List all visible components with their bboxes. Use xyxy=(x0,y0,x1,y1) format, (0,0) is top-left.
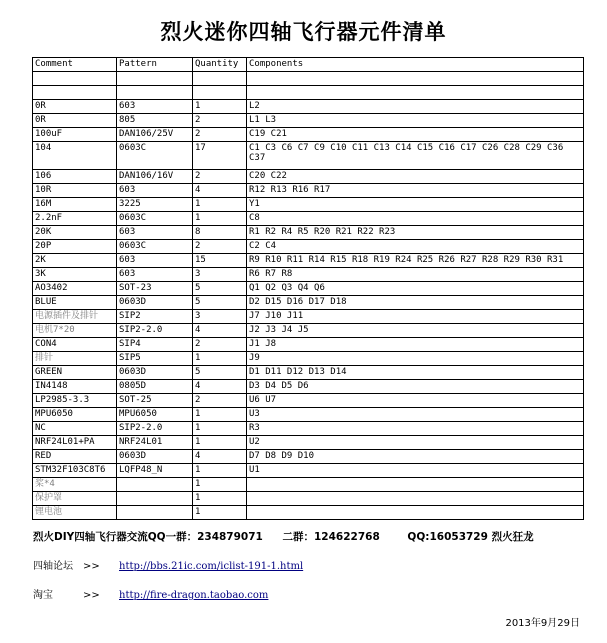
cell-quantity: 4 xyxy=(193,324,247,338)
cell-comment: 16M xyxy=(33,198,117,212)
cell-components: R12 R13 R16 R17 xyxy=(247,184,584,198)
table-row xyxy=(33,324,584,338)
cell-quantity: 2 xyxy=(193,170,247,184)
cell-comment: 104 xyxy=(33,142,117,170)
cell-quantity: 8 xyxy=(193,226,247,240)
cell-components: J9 xyxy=(247,352,584,366)
table-row xyxy=(33,240,584,254)
table-row xyxy=(33,366,584,380)
forum-link[interactable]: http://bbs.21ic.com/iclist-191-1.html xyxy=(119,561,304,572)
table-row xyxy=(33,380,584,394)
cell-comment: MPU6050 xyxy=(33,408,117,422)
header-pattern: Pattern xyxy=(117,58,193,72)
cell-comment: 2K xyxy=(33,254,117,268)
header-quantity: Quantity xyxy=(193,58,247,72)
table-row xyxy=(33,142,584,170)
cell-comment: 0R xyxy=(33,114,117,128)
cell-components: C20 C22 xyxy=(247,170,584,184)
cell-comment: 100uF xyxy=(33,128,117,142)
cell-components: J7 J10 J11 xyxy=(247,310,584,324)
cell-components: J2 J3 J4 J5 xyxy=(247,324,584,338)
cell-components: D1 D11 D12 D13 D14 xyxy=(247,366,584,380)
taobao-link-row xyxy=(33,586,268,601)
table-row xyxy=(33,352,584,366)
cell-quantity: 3 xyxy=(193,268,247,282)
cell-comment: LP2985-3.3 xyxy=(33,394,117,408)
qq-group-1: 烈火DIY四轴飞行器交流QQ一群：234879071 xyxy=(33,531,263,543)
cell-components: U2 xyxy=(247,436,584,450)
cell-quantity: 1 xyxy=(193,408,247,422)
table-row xyxy=(33,170,584,184)
cell-comment: 电机7*20 xyxy=(33,324,117,338)
cell-components: C2 C4 xyxy=(247,240,584,254)
cell-components: L1 L3 xyxy=(247,114,584,128)
cell-components xyxy=(247,492,584,506)
forum-label: 四轴论坛 xyxy=(33,561,73,572)
taobao-link[interactable]: http://fire-dragon.taobao.com xyxy=(119,590,269,601)
cell-pattern xyxy=(117,478,193,492)
cell-pattern: 0805D xyxy=(117,380,193,394)
cell-quantity: 2 xyxy=(193,128,247,142)
cell-quantity: 5 xyxy=(193,366,247,380)
cell-comment: 保护罩 xyxy=(33,492,117,506)
table-row xyxy=(33,226,584,240)
table-row xyxy=(33,198,584,212)
cell-pattern xyxy=(117,492,193,506)
cell-quantity: 1 xyxy=(193,422,247,436)
bom-table-body xyxy=(33,58,584,520)
cell-pattern: 603 xyxy=(117,254,193,268)
cell-comment: 2.2nF xyxy=(33,212,117,226)
cell-pattern: NRF24L01 xyxy=(117,436,193,450)
cell-comment: BLUE xyxy=(33,296,117,310)
table-row xyxy=(33,408,584,422)
document-title: 烈火迷你四轴飞行器元件清单 xyxy=(160,19,447,44)
cell-quantity: 2 xyxy=(193,240,247,254)
table-row xyxy=(33,338,584,352)
header-comment: Comment xyxy=(33,58,117,72)
cell-pattern: SIP2-2.0 xyxy=(117,324,193,338)
cell-components: D3 D4 D5 D6 xyxy=(247,380,584,394)
cell-comment: IN4148 xyxy=(33,380,117,394)
table-row xyxy=(33,254,584,268)
table-row xyxy=(33,506,584,520)
cell-pattern: 0603C xyxy=(117,212,193,226)
cell-quantity: 2 xyxy=(193,114,247,128)
cell-comment: AO3402 xyxy=(33,282,117,296)
cell-components: L2 xyxy=(247,100,584,114)
bom-table xyxy=(32,57,584,520)
table-header-row xyxy=(33,58,584,72)
cell-components: J1 J8 xyxy=(247,338,584,352)
table-row xyxy=(33,100,584,114)
cell-pattern: 3225 xyxy=(117,198,193,212)
cell-pattern: 603 xyxy=(117,100,193,114)
table-row xyxy=(33,492,584,506)
cell-quantity: 1 xyxy=(193,464,247,478)
cell-comment: GREEN xyxy=(33,366,117,380)
cell-components: R9 R10 R11 R14 R15 R18 R19 R24 R25 R26 R27 R28 R29 R30 R31 xyxy=(247,254,584,268)
cell-quantity: 4 xyxy=(193,380,247,394)
cell-quantity: 1 xyxy=(193,478,247,492)
cell-pattern: 805 xyxy=(117,114,193,128)
cell-comment: RED xyxy=(33,450,117,464)
table-row xyxy=(33,212,584,226)
header-components: Components xyxy=(247,58,584,72)
table-row xyxy=(33,310,584,324)
cell-pattern: 0603C xyxy=(117,240,193,254)
cell-pattern: DAN106/16V xyxy=(117,170,193,184)
taobao-arrow: >> xyxy=(83,590,100,601)
table-row xyxy=(33,464,584,478)
table-row xyxy=(33,422,584,436)
cell-pattern: 603 xyxy=(117,268,193,282)
table-row xyxy=(33,184,584,198)
cell-pattern: 603 xyxy=(117,226,193,240)
qq-group-2: 二群：124622768 xyxy=(282,531,380,543)
cell-quantity: 3 xyxy=(193,310,247,324)
cell-components: U6 U7 xyxy=(247,394,584,408)
cell-pattern xyxy=(117,506,193,520)
cell-comment: 20K xyxy=(33,226,117,240)
cell-comment: 电源插件及排针 xyxy=(33,310,117,324)
cell-comment: 排针 xyxy=(33,352,117,366)
cell-quantity: 2 xyxy=(193,394,247,408)
cell-components: Q1 Q2 Q3 Q4 Q6 xyxy=(247,282,584,296)
cell-components: R6 R7 R8 xyxy=(247,268,584,282)
cell-quantity: 1 xyxy=(193,492,247,506)
table-row xyxy=(33,114,584,128)
cell-components: D2 D15 D16 D17 D18 xyxy=(247,296,584,310)
cell-pattern: 603 xyxy=(117,184,193,198)
table-row xyxy=(33,268,584,282)
qq-group-info xyxy=(33,529,544,544)
table-row xyxy=(33,478,584,492)
cell-pattern: 0603C xyxy=(117,142,193,170)
cell-quantity: 2 xyxy=(193,338,247,352)
cell-quantity: 1 xyxy=(193,198,247,212)
cell-components: U3 xyxy=(247,408,584,422)
cell-pattern: 0603D xyxy=(117,366,193,380)
cell-comment: 0R xyxy=(33,100,117,114)
cell-components xyxy=(247,506,584,520)
cell-comment: NC xyxy=(33,422,117,436)
cell-pattern: MPU6050 xyxy=(117,408,193,422)
cell-pattern: 0603D xyxy=(117,450,193,464)
table-row xyxy=(33,450,584,464)
cell-components: C8 xyxy=(247,212,584,226)
table-row xyxy=(33,436,584,450)
cell-quantity: 15 xyxy=(193,254,247,268)
document-date: 2013年9月29日 xyxy=(505,618,580,629)
cell-quantity: 1 xyxy=(193,352,247,366)
cell-pattern: SOT-25 xyxy=(117,394,193,408)
cell-quantity: 4 xyxy=(193,184,247,198)
cell-comment: 10R xyxy=(33,184,117,198)
cell-components: R1 R2 R4 R5 R20 R21 R22 R23 xyxy=(247,226,584,240)
cell-components: R3 xyxy=(247,422,584,436)
cell-quantity: 17 xyxy=(193,142,247,170)
cell-quantity: 4 xyxy=(193,450,247,464)
cell-components: C1 C3 C6 C7 C9 C10 C11 C13 C14 C15 C16 C17 C26 C28 C29 C36 C37 xyxy=(247,142,584,170)
taobao-label: 淘宝 xyxy=(33,590,53,601)
cell-quantity: 1 xyxy=(193,506,247,520)
cell-pattern: SIP2-2.0 xyxy=(117,422,193,436)
cell-quantity: 5 xyxy=(193,296,247,310)
cell-quantity: 5 xyxy=(193,282,247,296)
cell-pattern: SIP4 xyxy=(117,338,193,352)
cell-comment: STM32F103C8T6 xyxy=(33,464,117,478)
cell-pattern: SIP2 xyxy=(117,310,193,324)
cell-pattern: LQFP48_N xyxy=(117,464,193,478)
cell-quantity: 1 xyxy=(193,436,247,450)
blank-row xyxy=(33,72,584,86)
cell-components: Y1 xyxy=(247,198,584,212)
table-row xyxy=(33,128,584,142)
cell-components: C19 C21 xyxy=(247,128,584,142)
cell-components: D7 D8 D9 D10 xyxy=(247,450,584,464)
qq-contact: QQ:16053729 烈火狂龙 xyxy=(407,531,534,543)
cell-quantity: 1 xyxy=(193,100,247,114)
cell-pattern: 0603D xyxy=(117,296,193,310)
cell-comment: CON4 xyxy=(33,338,117,352)
table-row xyxy=(33,296,584,310)
forum-link-row xyxy=(33,557,303,572)
table-row xyxy=(33,282,584,296)
cell-comment: 106 xyxy=(33,170,117,184)
cell-comment: 3K xyxy=(33,268,117,282)
cell-components xyxy=(247,478,584,492)
cell-components: U1 xyxy=(247,464,584,478)
cell-quantity: 1 xyxy=(193,212,247,226)
cell-comment: 桨*4 xyxy=(33,478,117,492)
cell-pattern: SOT-23 xyxy=(117,282,193,296)
blank-row xyxy=(33,86,584,100)
cell-pattern: SIP5 xyxy=(117,352,193,366)
cell-pattern: DAN106/25V xyxy=(117,128,193,142)
cell-comment: 20P xyxy=(33,240,117,254)
cell-comment: NRF24L01+PA xyxy=(33,436,117,450)
cell-comment: 锂电池 xyxy=(33,506,117,520)
forum-arrow: >> xyxy=(83,561,100,572)
table-row xyxy=(33,394,584,408)
